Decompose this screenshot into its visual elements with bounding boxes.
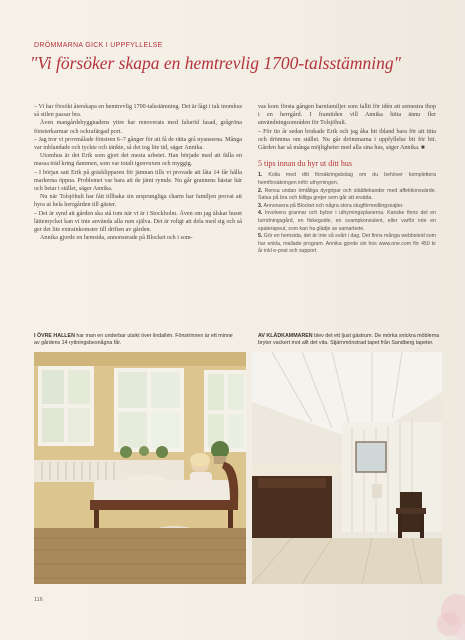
tip-item [258, 233, 436, 256]
tip-item [258, 188, 436, 203]
hallway-photo [34, 352, 246, 584]
tips-title: 5 tips innan du hyr ut ditt hus [258, 159, 352, 169]
paragraph: vas kom första gången barnfamiljer som fallit för idén att semestra ihop i en herrgård. I framtiden vill Annika hitta ännu fler användningsområden för Tolsjöhult. [258, 104, 436, 127]
paragraph: Annika gjorde en hemsida, annonserade på Blocket och i som- [40, 235, 193, 242]
photo-caption-right [258, 333, 440, 347]
tip-number: 2. [258, 187, 263, 194]
caption-lead: AV KLÄDKAMMAREN [258, 333, 313, 339]
tip-text: Annonsera på Blocket och några stora stugförmedlingssajter. [263, 202, 404, 209]
paragraph: – I början satt Erik på gräsklipparen för jämnan tills vi provade att låta 14 får hålla markerna öppna. Problemet var bara att de jämt rymde. Nu går grannens hästar här och betar i stället, säger Annika. [34, 169, 242, 193]
paragraph: – Det är synd att gården ska stå tom när vi är i Stockholm. Även om jag älskar huset lättemycket kan vi inte använda alla rum själva. Det är roligt att dela med sig och så ger det lite extrainkomster till driften av gården. [34, 210, 242, 234]
hallway-illustration [34, 352, 246, 584]
right-text-column [258, 103, 436, 256]
kicker: DRÖMMARNA GICK I UPPFYLLELSE [34, 42, 163, 49]
tip-item [258, 172, 436, 187]
paragraph: Även mangårdsbyggnadens yttre har renoverats med faluröd fasad, grågröna fönsterkarmar och ockrafärgad port. [34, 120, 242, 135]
caption-text: blev det ett ljust gästrum. De mörka snickra möblerna bryter vackert mot allt det vita. Stjärnmönstrad tapet från Sandberg tapeter. [258, 333, 440, 346]
tip-number: 3. [258, 202, 263, 209]
tip-number: 5. [258, 233, 263, 240]
paragraph: Utomhus är det Erik som gjort det mesta arbetet. Han började med att fälla en massa träd kring dammen, som var totalt igenvuxen och myggig. [34, 153, 242, 168]
flower-decoration [427, 580, 465, 640]
photo-caption-left [34, 333, 239, 347]
tip-text: Gör en hemsida, det är inte så svårt i dag. Det finns många webbsteid som har enkla, mallade program. Annika gjorde sin hos www.one.com för 450 kr år inkl e-post och support. [258, 233, 436, 255]
page-number: 116 [34, 597, 43, 603]
paragraph: Nu när Tolsjöhult har fått tillbaka sin ursprungliga charm har familjen provat att hyra ut hela herrgården till gäster. [34, 194, 242, 209]
left-text-column [34, 103, 242, 242]
tip-item [258, 210, 436, 233]
paragraph: – För tio år sedan brukade Erik och jag åka hit ibland bara för att titta och drömma om stället. Nu går drömmarna i uppfyllelse bit för bit. Gården har så många möjligheter med alla sina hus, säger Annika. ■ [258, 128, 436, 152]
tips-list [258, 172, 436, 256]
paragraph: – Vi har försökt återskapa en hemtrevlig 1700-talsstämning. Det är lågt i tak inomhus så stilen passar bra. [34, 104, 243, 119]
tip-number: 1. [258, 172, 263, 179]
tip-number: 4. [258, 210, 263, 217]
tip-text: Involvera grannar och bybor i uthyrningsplanerna. Kanske finns det en turridningsgård, en fiskeguide, en svampkonsulent, eller varför inte en spaterapeut, som kan ha glädje av samarbete. [258, 210, 436, 232]
tip-text: Kolla med ditt försäkringsbolag om du behöver komplettera hemförsäkringen inför uthyrningen. [258, 172, 436, 187]
tip-item [258, 203, 436, 211]
headline: "Vi försöker skapa en hemtrevlig 1700-talsstämning" [30, 53, 401, 73]
caption-text: har man en underbar utsikt över lindallén. Fönstrinnen är ett minne av gårdens 14 ryttningsbesnågna får. [34, 333, 233, 346]
caption-lead: I ÖVRE HALLEN [34, 333, 75, 339]
paragraph: – Jag tror vi provmålade fönstren 6–7 gånger för att få de rätta grå nyanserna. Många var inblandade och tyckte och tänkte, så det tog lite tid, säger Annika. [34, 136, 242, 152]
guestroom-photo [252, 352, 442, 584]
guestroom-illustration [252, 352, 442, 584]
tip-text: Rensa undan ömtåliga dyrgripar och stäldtekander med affektionsvärde. Satsa på bra och billiga grejer som går att ersätta. [258, 187, 436, 202]
